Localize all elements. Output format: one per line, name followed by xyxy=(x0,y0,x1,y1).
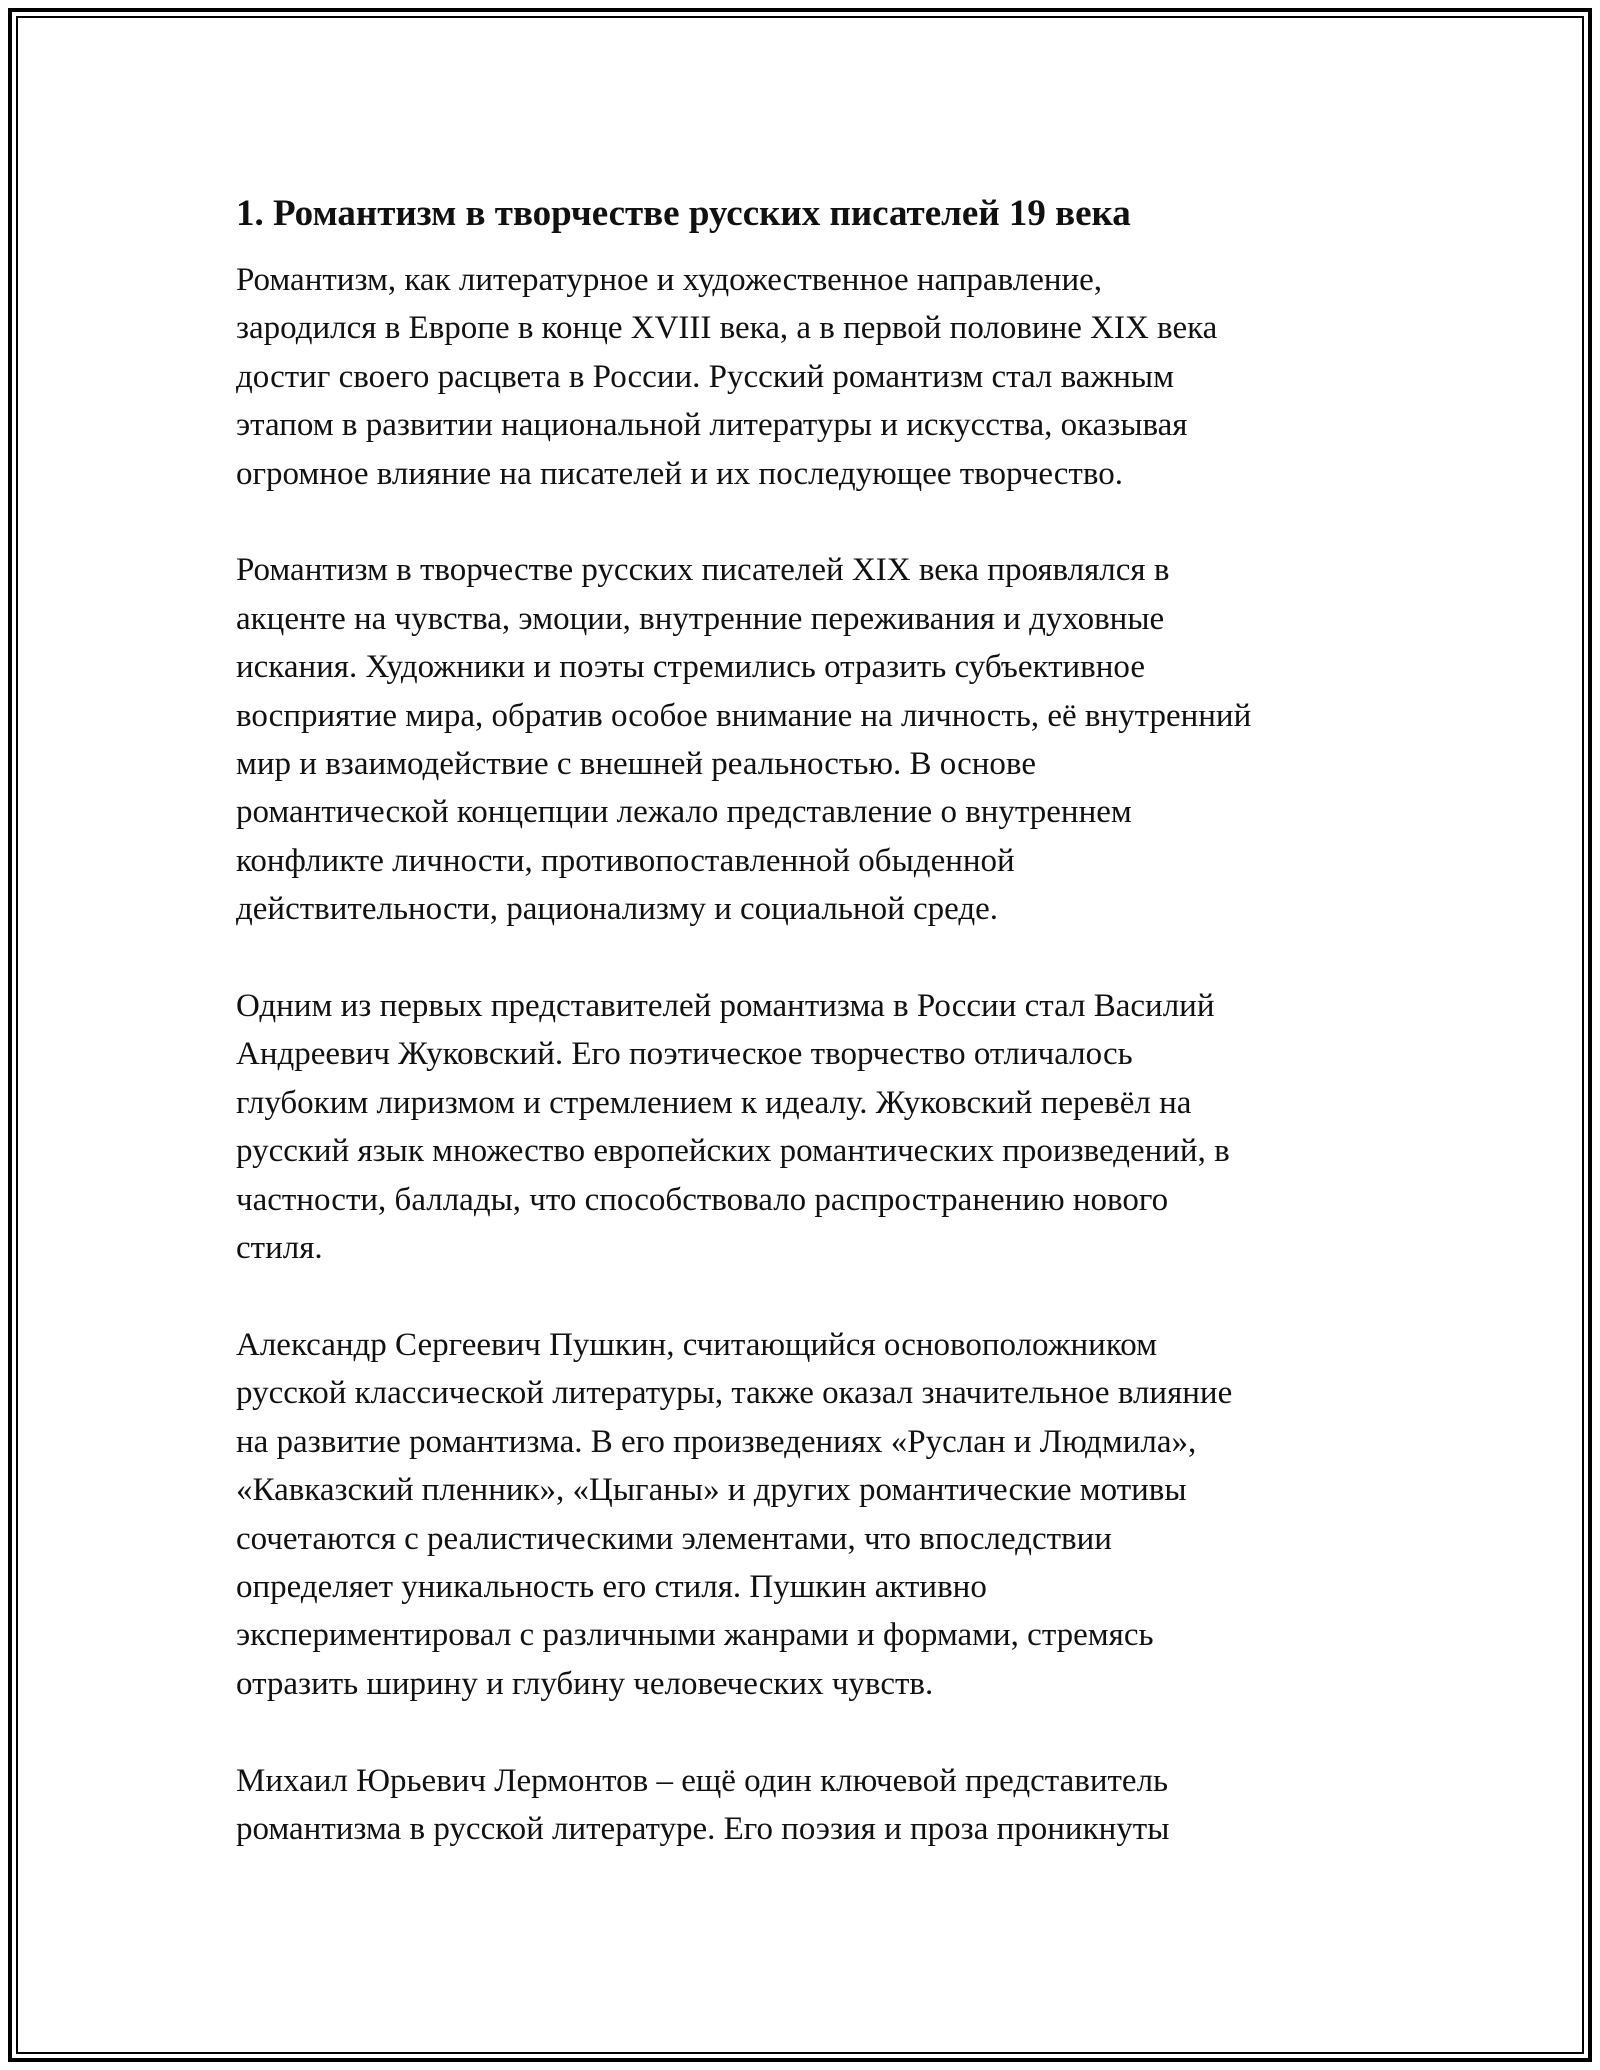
text-line: действительности, рационализму и социальной среде. xyxy=(236,891,999,928)
text-line: конфликте личности, противопоставленной обыденной xyxy=(236,842,1015,879)
text-line: акценте на чувства, эмоции, внутренние переживания и духовные xyxy=(236,600,1165,637)
text-line: «Кавказский пленник», «Цыганы» и других романтические мотивы xyxy=(236,1472,1187,1509)
text-line: зародился в Европе в конце XVIII века, а в первой половине XIX века xyxy=(236,310,1218,347)
text-line: на развитие романтизма. В его произведениях «Руслан и Людмила», xyxy=(236,1423,1197,1460)
text-line: Александр Сергеевич Пушкин, считающийся основоположником xyxy=(236,1326,1157,1363)
text-line: Романтизм, как литературное и художественное направление, xyxy=(236,262,1103,298)
text-line: отразить ширину и глубину человеческих чувств. xyxy=(236,1665,934,1702)
paragraph-zhukovsky xyxy=(236,982,1386,1272)
text-line: экспериментировал с различными жанрами и формами, стремясь xyxy=(236,1617,1154,1654)
text-line: глубоким лиризмом и стремлением к идеалу. Жуковский перевёл на xyxy=(236,1084,1192,1121)
section-heading: 1. Романтизм в творчестве русских писателей 19 века xyxy=(236,193,1131,234)
text-line: русский язык множество европейских романтических произведений, в xyxy=(236,1133,1230,1170)
text-line: Андреевич Жуковский. Его поэтическое творчество отличалось xyxy=(236,1036,1133,1073)
text-line: романтической концепции лежало представление о внутреннем xyxy=(236,794,1132,831)
paragraph-lermontov xyxy=(236,1757,1386,1854)
text-line: стиля. xyxy=(236,1230,323,1267)
text-line: сочетаются с реалистическими элементами, что впоследствии xyxy=(236,1520,1112,1557)
text-line: русской классической литературы, также оказал значительное влияние xyxy=(236,1375,1233,1412)
text-line: достиг своего расцвета в России. Русский романтизм стал важным xyxy=(236,358,1174,395)
paragraph-pushkin xyxy=(236,1321,1386,1708)
text-line: определяет уникальность его стиля. Пушкин активно xyxy=(236,1568,987,1605)
text-line: этапом в развитии национальной литературы и искусства, оказывая xyxy=(236,407,1188,444)
text-line: мир и взаимодействие с внешней реальностью. В основе xyxy=(236,746,1036,783)
paragraph-romanticism-features xyxy=(236,546,1386,933)
paragraph-intro xyxy=(236,256,1386,498)
text-line: Михаил Юрьевич Лермонтов – ещё один ключевой представитель xyxy=(236,1762,1169,1799)
text-line: восприятие мира, обратив особое внимание на личность, её внутренний xyxy=(236,697,1252,734)
text-line: Одним из первых представителей романтизма в России стал Василий xyxy=(236,988,1215,1025)
text-line: романтизма в русской литературе. Его поэзия и проза проникнуты xyxy=(236,1810,1170,1847)
text-line: Романтизм в творчестве русских писателей XIX века проявлялся в xyxy=(236,552,1170,589)
text-line: частности, баллады, что способствовало распространению нового xyxy=(236,1181,1169,1218)
document-body xyxy=(236,186,1386,1902)
text-line: огромное влияние на писателей и их последующее творчество. xyxy=(236,455,1123,492)
text-line: искания. Художники и поэты стремились отразить субъективное xyxy=(236,649,1145,686)
